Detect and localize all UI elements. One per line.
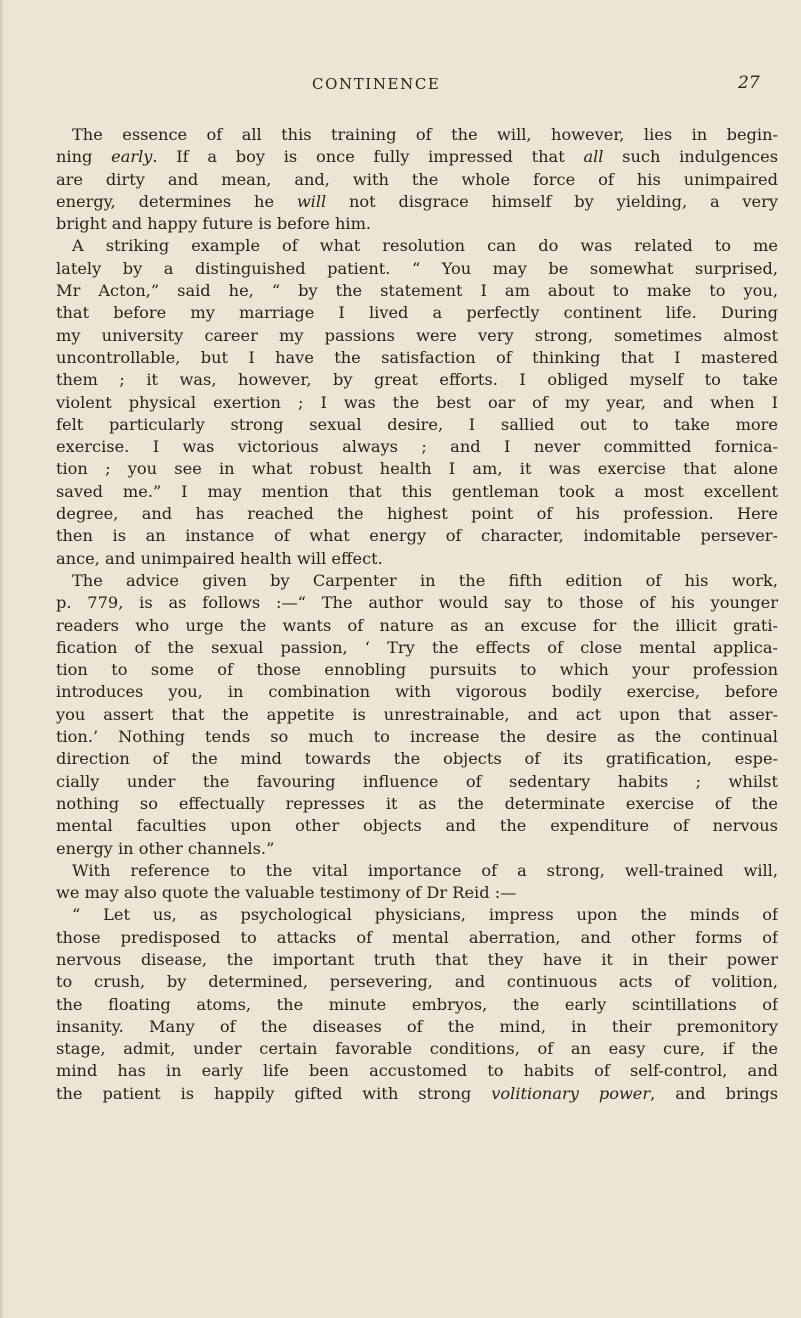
running-header	[0, 75, 801, 99]
text-line: to crush, by determined, persevering, and continuous acts of volition,	[56, 972, 778, 992]
text-line: bright and happy future is before him.	[56, 214, 372, 234]
text-line: then is an instance of what energy of character, indomitable persever-	[56, 526, 778, 546]
text-line: fication of the sexual passion, ‘ Try the effects of close mental applica-	[56, 637, 778, 657]
text-line: The advice given by Carpenter in the fifth edition of his work,	[72, 570, 778, 590]
text-line: tion.’ Nothing tends so much to increase the desire as the continual	[56, 727, 778, 747]
running-head-title: CONTINENCE	[312, 75, 441, 93]
text-line: my university career my passions were very strong, sometimes almost	[56, 325, 778, 345]
text-line: mental faculties upon other objects and the expenditure of nervous	[56, 816, 778, 836]
text-line: A striking example of what resolution can do was related to me	[72, 236, 778, 256]
text-line: lately by a distinguished patient. “ You may be somewhat surprised,	[56, 258, 778, 278]
text-line: direction of the mind towards the objects of its gratification, espe-	[56, 749, 778, 769]
text-line: the floating atoms, the minute embryos, the early scintillations of	[56, 994, 778, 1014]
text-line: degree, and has reached the highest point of his profession. Here	[56, 504, 778, 524]
page-edge-shadow	[0, 0, 4, 1318]
body-text	[56, 124, 778, 1105]
text-line: ance, and unimpaired health will effect.	[56, 548, 383, 568]
text-line: The essence of all this training of the will, however, lies in begin-	[72, 125, 778, 144]
text-line: nervous disease, the important truth that they have it in their power	[56, 949, 778, 969]
text-line: violent physical exertion ; I was the best oar of my year, and when I	[56, 392, 778, 412]
text-line: energy, determines he will not disgrace himself by yielding, a very	[56, 191, 778, 211]
page-number: 27	[738, 73, 760, 93]
text-line: nothing so effectually represses it as the determinate exercise of the	[56, 793, 778, 813]
text-line: energy in other channels.”	[56, 838, 275, 858]
text-line: that before my marriage I lived a perfectly continent life. During	[56, 303, 778, 323]
text-line: you assert that the appetite is unrestrainable, and act upon that asser-	[56, 704, 778, 724]
text-line: tion ; you see in what robust health I am, it was exercise that alone	[56, 459, 778, 479]
text-line: p. 779, is as follows :—“ The author would say to those of his younger	[56, 593, 778, 613]
text-line: the patient is happily gifted with strong volitionary power, and brings	[56, 1083, 778, 1103]
text-line: readers who urge the wants of nature as an excuse for the illicit grati-	[56, 615, 778, 635]
text-line: With reference to the vital importance of a strong, well-trained will,	[72, 860, 778, 880]
text-line: are dirty and mean, and, with the whole force of his unimpaired	[56, 169, 778, 189]
text-line: them ; it was, however, by great efforts. I obliged myself to take	[56, 370, 778, 390]
text-line: introduces you, in combination with vigorous bodily exercise, before	[56, 682, 778, 702]
text-line: uncontrollable, but I have the satisfaction of thinking that I mastered	[56, 347, 778, 367]
text-line: insanity. Many of the diseases of the mind, in their premonitory	[56, 1016, 778, 1036]
text-line: cially under the favouring influence of sedentary habits ; whilst	[56, 771, 778, 791]
text-line: mind has in early life been accustomed to habits of self-control, and	[56, 1061, 778, 1081]
text-line: stage, admit, under certain favorable conditions, of an easy cure, if the	[56, 1039, 778, 1059]
text-line: we may also quote the valuable testimony of Dr Reid :—	[56, 883, 517, 903]
text-line: “ Let us, as psychological physicians, impress upon the minds of	[72, 905, 778, 925]
text-line: felt particularly strong sexual desire, I sallied out to take more	[56, 414, 778, 434]
text-line: exercise. I was victorious always ; and I never committed fornica-	[56, 437, 778, 457]
text-line: tion to some of those ennobling pursuits to which your profession	[56, 660, 778, 680]
text-line: those predisposed to attacks of mental aberration, and other forms of	[56, 927, 778, 947]
text-line: ning early. If a boy is once fully impressed that all such indulgences	[56, 147, 778, 167]
text-line: saved me.” I may mention that this gentleman took a most excellent	[56, 481, 778, 501]
text-line: Mr Acton,” said he, “ by the statement I am about to make to you,	[56, 281, 778, 301]
